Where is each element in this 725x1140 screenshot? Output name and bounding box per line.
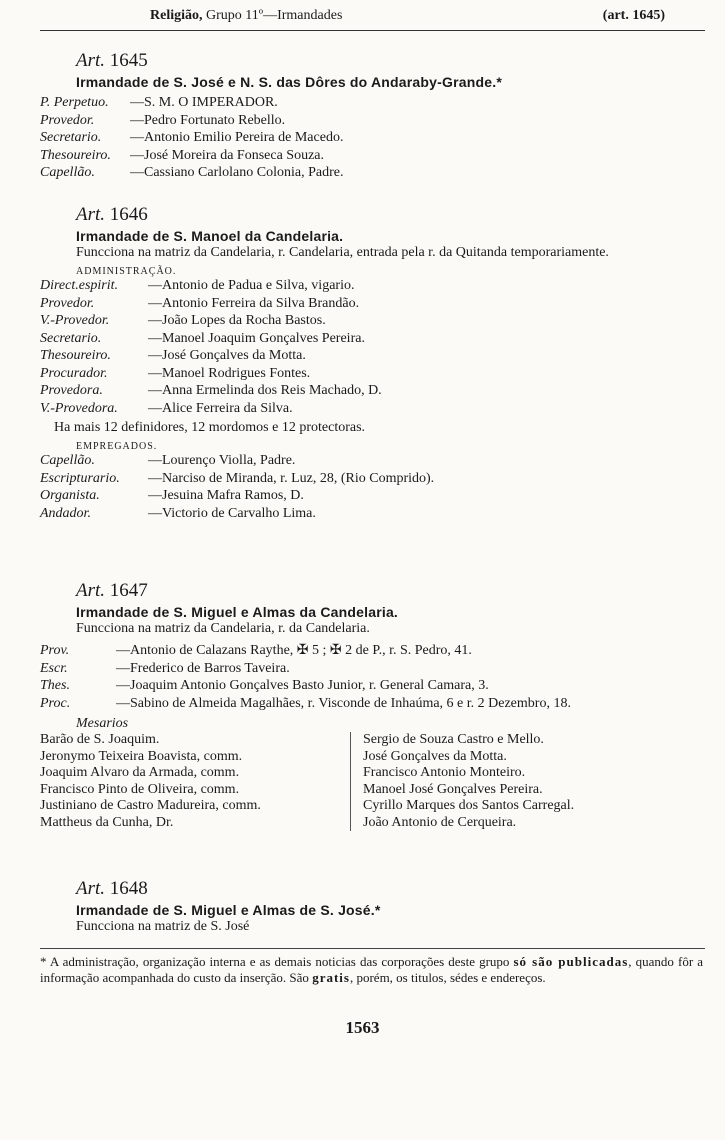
officer-row (40, 129, 690, 147)
officer-name: —Manoel Joaquim Gonçalves Pereira. (148, 330, 365, 346)
officer-name: —Sabino de Almeida Magalhães, r. Visconde de Inhaúma, 6 e r. 2 Dezembro, 18. (116, 695, 571, 711)
officer-title: Direct.espirit. (40, 278, 119, 293)
staff-name: —Victorio de Carvalho Lima. (148, 505, 316, 521)
officer-row (40, 642, 690, 660)
staff-title: Escripturario. (40, 470, 120, 486)
officer-row (40, 312, 690, 330)
officer-title: Provedor. (40, 112, 95, 128)
staff-row (40, 470, 690, 488)
article-title: Irmandade de S. Miguel e Almas da Candelaria. (76, 604, 399, 620)
officer-row (40, 330, 690, 348)
staff-name: —Narciso de Miranda, r. Luz, 28, (Rio Comprido). (148, 470, 435, 486)
officer-row (40, 347, 690, 365)
footnote (40, 954, 703, 986)
officers-list (40, 94, 690, 182)
footnote-text: , quando fôr a informação acompanhada do custo da inserção. São (40, 954, 704, 985)
mesarios-column-left (40, 732, 351, 831)
mesarios-grid (40, 732, 690, 831)
officer-name: —João Lopes da Rocha Bastos. (148, 313, 326, 328)
section-title: Religião, (150, 8, 203, 23)
article-number-value: 1648 (109, 878, 148, 899)
officer-name: —Antonio de Calazans Raythe, ✠ 5 ; ✠ 2 de P., r. S. Pedro, 41. (116, 643, 472, 658)
article-number-value: 1647 (109, 580, 148, 601)
officer-title: Provedora. (40, 383, 103, 398)
mesario-name: Sergio de Souza Castro e Mello. (363, 732, 544, 747)
mesario-name: Joaquim Alvaro da Armada, comm. (40, 765, 240, 780)
staff-row (40, 505, 690, 523)
officer-row (40, 695, 690, 713)
officer-title: Thesoureiro. (40, 348, 111, 363)
footnote-rule (40, 948, 705, 949)
article-1648 (40, 878, 690, 935)
staff-list (40, 452, 690, 522)
article-number (76, 50, 690, 72)
article-1645 (40, 50, 690, 182)
mesario-name: Barão de S. Joaquim. (40, 732, 160, 747)
running-head (150, 8, 665, 24)
staff-name: —Lourenço Violla, Padre. (148, 453, 296, 468)
article-1646 (40, 204, 690, 522)
officer-row (40, 164, 690, 182)
officer-title: P. Perpetuo. (40, 95, 109, 110)
staff-row (40, 487, 690, 505)
officer-row (40, 382, 690, 400)
article-description: Funcciona na matriz da Candelaria, r. da Candelaria. (76, 621, 370, 636)
officer-title: V.-Provedora. (40, 400, 118, 416)
officer-name: —Pedro Fortunato Rebello. (130, 112, 286, 128)
article-number (76, 204, 690, 226)
footnote-emphasis: gratis (312, 970, 350, 985)
running-head-left (150, 8, 342, 24)
mesario-name: Cyrillo Marques dos Santos Carregal. (363, 798, 575, 813)
article-prefix: Art. (76, 50, 106, 71)
officer-row (40, 400, 690, 418)
staff-row (40, 452, 690, 470)
article-title: Irmandade de S. Manoel da Candelaria. (76, 228, 344, 244)
staff-heading: EMPREGADOS. (76, 441, 158, 452)
officer-name: —Anna Ermelinda dos Reis Machado, D. (148, 383, 382, 398)
article-number (76, 580, 690, 602)
officer-name: —S. M. O IMPERADOR. (130, 95, 278, 110)
mesario-name: Francisco Antonio Monteiro. (363, 765, 526, 780)
article-prefix: Art. (76, 580, 106, 601)
officer-title: Capellão. (40, 165, 95, 180)
mesario-name: Francisco Pinto de Oliveira, comm. (40, 781, 240, 797)
officer-title: Prov. (40, 643, 70, 658)
article-prefix: Art. (76, 204, 106, 225)
officer-title: Procurador. (40, 365, 108, 381)
staff-name: —Jesuina Mafra Ramos, D. (148, 488, 304, 503)
mesarios-column-right (363, 732, 673, 831)
article-description: Funcciona na matriz da Candelaria, r. Candelaria, entrada pela r. da Quitanda temporariamente. (76, 245, 609, 260)
officer-name: —Antonio Emilio Pereira de Macedo. (130, 130, 344, 145)
officer-title: Provedor. (40, 295, 95, 311)
mesarios-heading: Mesarios (76, 716, 129, 731)
officer-title: Escr. (40, 660, 68, 676)
administration-heading: ADMINISTRAÇÃO. (76, 266, 177, 277)
officer-name: —Cassiano Carlolano Colonia, Padre. (130, 165, 344, 180)
article-number-value: 1645 (109, 50, 148, 71)
staff-title: Andador. (40, 505, 91, 521)
mesario-name: José Gonçalves da Motta. (363, 748, 507, 764)
footnote-text: * A administração, organização interna e as demais noticias das corporações deste grupo (40, 954, 514, 969)
officer-row (40, 147, 690, 165)
page-number: 1563 (345, 1018, 380, 1037)
officer-name: —Frederico de Barros Taveira. (116, 660, 290, 676)
officer-row (40, 112, 690, 130)
article-description: Funcciona na matriz de S. José (76, 919, 250, 934)
officer-row (40, 660, 690, 678)
mesario-name: Manoel José Gonçalves Pereira. (363, 781, 543, 797)
header-rule (40, 30, 705, 31)
group-title: Grupo 11º—Irmandades (206, 8, 343, 23)
officer-title: Proc. (40, 695, 71, 711)
mesario-name: Mattheus da Cunha, Dr. (40, 814, 174, 830)
officer-name: —Joaquim Antonio Gonçalves Basto Junior, r. General Camara, 3. (116, 678, 489, 693)
footnote-emphasis: só são publicadas (513, 954, 629, 969)
officer-row (40, 277, 690, 295)
officer-name: —Manoel Rodrigues Fontes. (148, 365, 311, 381)
mesario-name: João Antonio de Cerqueira. (363, 814, 517, 830)
officer-row (40, 677, 690, 695)
officer-title: Secretario. (40, 130, 102, 145)
officer-row (40, 365, 690, 383)
officer-title: Thesoureiro. (40, 147, 111, 163)
officer-title: Thes. (40, 678, 70, 693)
article-prefix: Art. (76, 878, 106, 899)
article-title: Irmandade de S. Miguel e Almas de S. José.* (76, 902, 381, 918)
officer-name: —Alice Ferreira da Silva. (148, 400, 293, 416)
art-reference: (art. 1645) (602, 8, 665, 23)
officer-name: —Antonio Ferreira da Silva Brandão. (148, 295, 360, 311)
mesario-name: Justiniano de Castro Madureira, comm. (40, 798, 261, 813)
officer-name: —José Moreira da Fonseca Souza. (130, 147, 325, 163)
mesario-name: Jeronymo Teixeira Boavista, comm. (40, 748, 243, 764)
officer-name: —Antonio de Padua e Silva, vigario. (148, 278, 355, 293)
officer-title: V.-Provedor. (40, 313, 110, 328)
staff-title: Organista. (40, 488, 100, 503)
article-1647 (40, 580, 690, 831)
officer-title: Secretario. (40, 330, 102, 346)
footnote-text: , porém, os titulos, sédes e endereços. (349, 970, 546, 985)
members-note: Ha mais 12 definidores, 12 mordomos e 12 protectoras. (54, 420, 366, 435)
administration-list (40, 277, 690, 417)
officer-name: —José Gonçalves da Motta. (148, 348, 306, 363)
officer-row (40, 295, 690, 313)
officers-list (40, 642, 690, 712)
officer-row (40, 94, 690, 112)
article-number (76, 878, 690, 900)
article-number-value: 1646 (109, 204, 148, 225)
article-title: Irmandade de S. José e N. S. das Dôres do Andaraby-Grande.* (76, 74, 502, 90)
staff-title: Capellão. (40, 453, 95, 468)
